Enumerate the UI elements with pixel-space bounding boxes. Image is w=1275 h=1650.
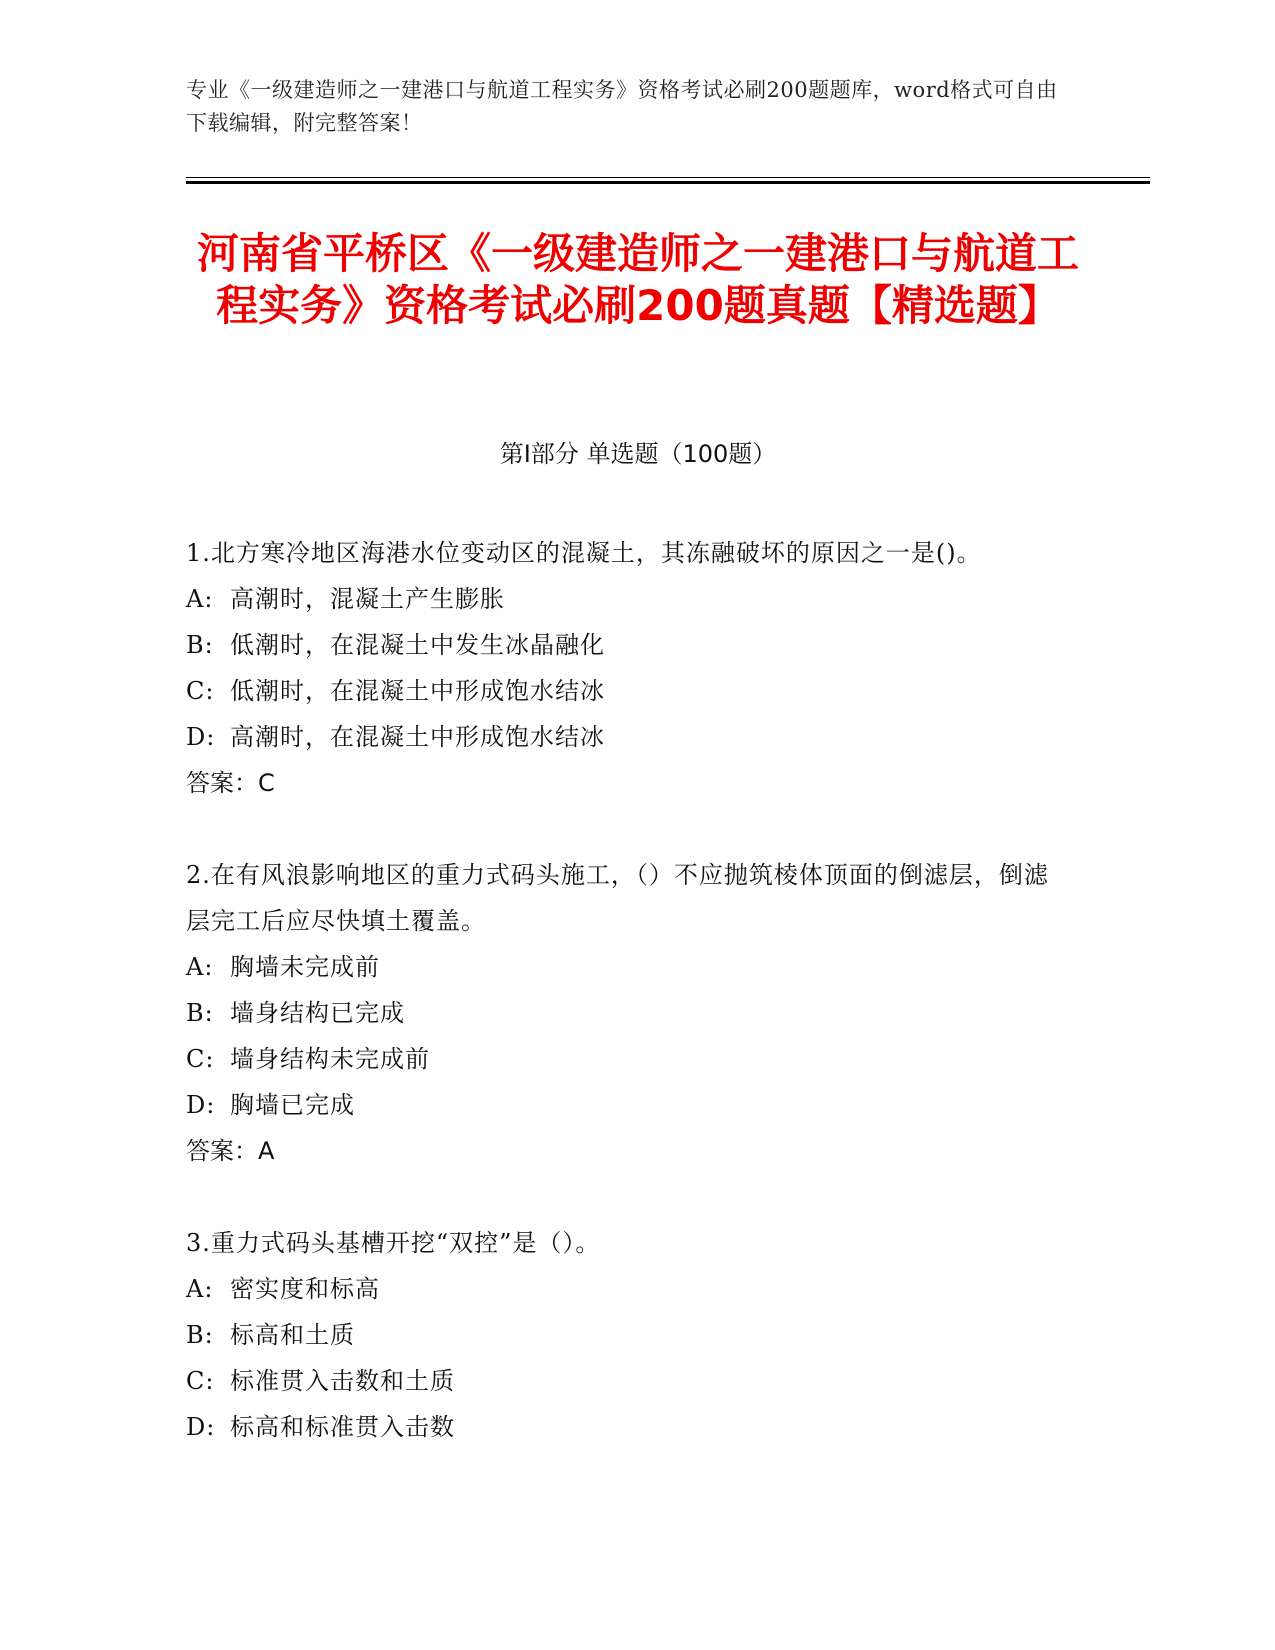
- question-option: [186, 1358, 1066, 1404]
- question-item: [186, 530, 1066, 806]
- header-note: 专业《一级建造师之一建港口与航道工程实务》资格考试必刷200题题库，word格式可自由下载编辑，附完整答案！: [186, 78, 1058, 135]
- option-letter: A:: [186, 1275, 214, 1303]
- question-stem: 3.重力式码头基槽开挖“双控”是（）。: [186, 1229, 601, 1257]
- option-letter: D:: [186, 1413, 216, 1441]
- question-option: [186, 944, 1066, 990]
- option-text: 低潮时，在混凝土中发生冰晶融化: [230, 631, 605, 659]
- option-text: 低潮时，在混凝土中形成饱水结冰: [230, 677, 605, 705]
- option-letter: A:: [186, 585, 214, 613]
- question-answer: 答案：A: [186, 1137, 275, 1165]
- document-title: 河南省平桥区《一级建造师之一建港口与航道工程实务》资格考试必刷200题真题【精选题】: [196, 229, 1079, 330]
- option-text: 胸墙已完成: [230, 1091, 355, 1119]
- option-letter: C:: [186, 1367, 215, 1395]
- option-text: 标准贯入击数和土质: [230, 1367, 455, 1395]
- option-text: 墙身结构未完成前: [230, 1045, 430, 1073]
- question-option: [186, 714, 1066, 760]
- question-option: [186, 668, 1066, 714]
- header-divider-thin: [186, 177, 1150, 178]
- option-letter: C:: [186, 677, 215, 705]
- option-text: 标高和土质: [230, 1321, 355, 1349]
- question-option: [186, 1036, 1066, 1082]
- option-text: 标高和标准贯入击数: [230, 1413, 455, 1441]
- option-letter: D:: [186, 723, 216, 751]
- option-text: 胸墙未完成前: [230, 953, 380, 981]
- section-title: 第Ⅰ部分 单选题（100题）: [499, 440, 777, 468]
- option-letter: B:: [186, 631, 214, 659]
- question-option: [186, 1082, 1066, 1128]
- question-list: [186, 530, 1066, 1496]
- question-option: [186, 1404, 1066, 1450]
- question-item: [186, 1220, 1066, 1450]
- option-text: 高潮时，在混凝土中形成饱水结冰: [230, 723, 605, 751]
- question-option: [186, 1312, 1066, 1358]
- option-letter: B:: [186, 1321, 214, 1349]
- option-letter: C:: [186, 1045, 215, 1073]
- question-option: [186, 990, 1066, 1036]
- option-letter: A:: [186, 953, 214, 981]
- header-divider-thick: [186, 181, 1150, 184]
- question-option: [186, 622, 1066, 668]
- option-letter: D:: [186, 1091, 216, 1119]
- question-option: [186, 576, 1066, 622]
- question-item: [186, 852, 1066, 1174]
- question-stem: 2.在有风浪影响地区的重力式码头施工，（）不应抛筑棱体顶面的倒滤层，倒滤层完工后应尽快填土覆盖。: [186, 861, 1049, 935]
- option-letter: B:: [186, 999, 214, 1027]
- question-option: [186, 1266, 1066, 1312]
- question-stem: 1.北方寒冷地区海港水位变动区的混凝土，其冻融破坏的原因之一是()。: [186, 539, 982, 567]
- option-text: 墙身结构已完成: [230, 999, 405, 1027]
- option-text: 密实度和标高: [230, 1275, 380, 1303]
- option-text: 高潮时，混凝土产生膨胀: [230, 585, 505, 613]
- question-answer: 答案：C: [186, 769, 275, 797]
